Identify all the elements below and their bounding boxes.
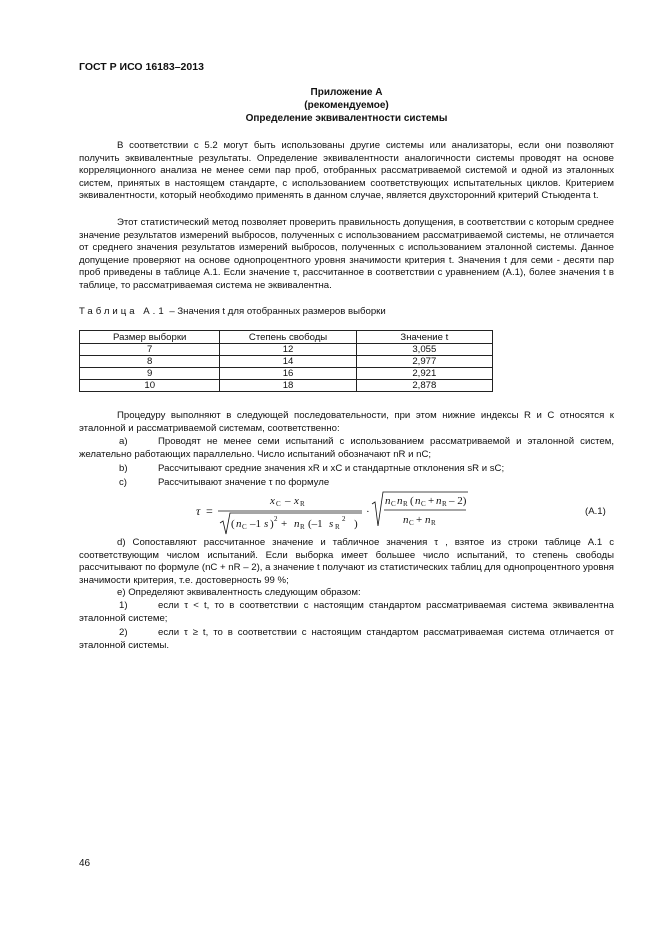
svg-text:n: n xyxy=(236,518,242,530)
svg-text:): ) xyxy=(354,518,358,530)
paragraph-5-text: е) Определяют эквивалентность следующим образом: xyxy=(117,587,361,598)
svg-text:R: R xyxy=(442,500,447,508)
paragraph-1 xyxy=(79,140,614,203)
table-row xyxy=(80,344,493,356)
step-a xyxy=(79,436,614,462)
svg-text:(–1: (–1 xyxy=(308,518,323,530)
table-cell: 10 xyxy=(80,380,220,392)
svg-text:·: · xyxy=(366,506,370,518)
t-values-table xyxy=(79,330,493,392)
annex-title: Приложение А xyxy=(310,87,383,98)
paragraph-2 xyxy=(79,217,614,293)
svg-text:R: R xyxy=(335,523,340,531)
formula-number: (А.1) xyxy=(585,506,606,517)
table-cell: 16 xyxy=(220,368,356,380)
svg-text:x: x xyxy=(270,495,275,507)
svg-text:s: s xyxy=(264,518,269,530)
table-cell: 18 xyxy=(220,380,356,392)
svg-text:R: R xyxy=(431,519,436,527)
table-caption-label: Таблица А.1 xyxy=(79,306,167,317)
svg-text:C: C xyxy=(242,523,247,531)
svg-text:): ) xyxy=(270,518,274,530)
step-b xyxy=(79,463,614,476)
svg-text:+: + xyxy=(428,495,435,507)
column-header-t-value: Значение t xyxy=(356,331,492,344)
svg-text:R: R xyxy=(300,523,305,531)
svg-text:R: R xyxy=(300,500,305,508)
table-caption-text: – Значения t для отобранных размеров выборки xyxy=(169,306,386,317)
case-1-text: если τ < t, то в соответствии с настоящим стандартом рассматриваемая система эквивалентна эталонной системе; xyxy=(79,600,614,624)
tau-formula xyxy=(190,490,490,538)
paragraph-5 xyxy=(79,587,614,600)
annex-subtitle: Определение эквивалентности системы xyxy=(245,113,448,124)
case-2-label: 2) xyxy=(119,627,128,638)
table-header-row xyxy=(80,331,493,344)
paragraph-3-text: Процедуру выполняют в следующей последовательности, при этом нижние индексы R и C относятся к эталонной и рассматриваемой системам, соответственно: xyxy=(79,410,614,434)
column-header-degrees-of-freedom: Степень свободы xyxy=(220,331,356,344)
step-c-label: c) xyxy=(119,477,127,488)
svg-text:n: n xyxy=(385,495,391,507)
svg-text:–1: –1 xyxy=(250,518,261,530)
svg-text:n: n xyxy=(436,495,442,507)
table-cell: 7 xyxy=(80,344,220,356)
svg-text:(: ( xyxy=(231,518,235,530)
table-cell: 8 xyxy=(80,356,220,368)
table-cell: 12 xyxy=(220,344,356,356)
table-cell: 3,055 xyxy=(356,344,492,356)
step-c xyxy=(79,477,614,490)
table-cell: 9 xyxy=(80,368,220,380)
case-2-text: если τ ≥ t, то в соответствии с настоящим стандартом рассматриваемая система отличается от эталонной системы. xyxy=(79,627,614,651)
svg-text:C: C xyxy=(391,500,396,508)
paragraph-2-text: Этот статистический метод позволяет проверить правильность допущения, в соответствии с которым среднее значение результатов измерений выбросов, полученных с использованием рассматриваемой системы, не отличается от среднего значения результатов измерений выбросов, полученных с использованием эталонной системы. Данное допущение проверяют на основе однопроцентного уровня значимости критерия t. Значения t для семи - десяти пар проб приведены в таблице А.1. Если значение τ, рассчитанное в соответствии с уравнением (А.1), более значения t в таблице, то рассматриваемая система не эквивалентна. xyxy=(79,217,614,291)
svg-text:n: n xyxy=(425,514,431,526)
svg-text:C: C xyxy=(409,519,414,527)
paragraph-4 xyxy=(79,537,614,587)
svg-text:– 2): – 2) xyxy=(449,495,467,507)
svg-text:R: R xyxy=(403,500,408,508)
page-number: 46 xyxy=(79,858,91,869)
paragraph-4-text: d) Сопоставляют рассчитанное значение и табличное значения τ , взятое из строки таблице А.1 с соответствующим числом испытаний. Если выборка имеет большее число испытаний, то степень свободы рассчитывают по формуле (nC + nR – 2), а значение t получают из статистических таблиц для однопроцентного уровня значимости критерия, т.е. достоверность 99 %; xyxy=(79,537,614,586)
svg-text:(: ( xyxy=(410,495,414,507)
svg-text:n: n xyxy=(397,495,403,507)
case-1-label: 1) xyxy=(119,600,128,611)
svg-text:n: n xyxy=(415,495,421,507)
table-cell: 2,878 xyxy=(356,380,492,392)
svg-text:2: 2 xyxy=(274,515,278,523)
equivalence-case-2 xyxy=(79,627,614,653)
document-header: ГОСТ Р ИСО 16183–2013 xyxy=(79,61,204,73)
step-a-text: Проводят не менее семи испытаний с использованием рассматриваемой и эталонной систем, желательно работающих параллельно. Число испытаний обозначают nR и nC; xyxy=(79,436,614,460)
svg-text:=: = xyxy=(206,504,213,518)
table-row xyxy=(80,380,493,392)
svg-text:x: x xyxy=(294,495,299,507)
step-b-text: Рассчитывают средние значения xR и xC и стандартные отклонения sR и sC; xyxy=(158,463,505,474)
svg-text:τ: τ xyxy=(196,504,201,518)
svg-text:–: – xyxy=(285,495,291,507)
svg-text:C: C xyxy=(421,500,426,508)
paragraph-3 xyxy=(79,410,614,435)
svg-text:n: n xyxy=(294,518,300,530)
svg-text:n: n xyxy=(403,514,409,526)
svg-text:+: + xyxy=(281,518,288,530)
svg-text:s: s xyxy=(329,518,334,530)
equivalence-case-1 xyxy=(79,600,614,626)
paragraph-1-text: В соответствии с 5.2 могут быть использованы другие системы или анализаторы, если они позволяют получить эквивалентные результаты. Определение эквивалентности аналогичности системы проводят на основе корреляционного анализа не менее семи пар проб, отобранных рассматриваемой системой и одной из эталонных систем, принятых в настоящем стандарте, с использованием соответствующих испытательных циклов. Критерием эквивалентности, который необходимо применять в данном случае, является двухсторонний критерий Стьюдента t. xyxy=(79,140,614,202)
table-cell: 14 xyxy=(220,356,356,368)
svg-text:2: 2 xyxy=(342,515,346,523)
svg-text:C: C xyxy=(276,500,281,508)
table-row xyxy=(80,368,493,380)
step-c-text: Рассчитывают значение τ по формуле xyxy=(158,477,330,488)
table-cell: 2,921 xyxy=(356,368,492,380)
step-b-label: b) xyxy=(119,463,128,474)
table-cell: 2,977 xyxy=(356,356,492,368)
svg-text:+: + xyxy=(416,514,423,526)
annex-status: (рекомендуемое) xyxy=(304,100,389,111)
table-row xyxy=(80,356,493,368)
column-header-sample-size: Размер выборки xyxy=(80,331,220,344)
table-caption xyxy=(79,306,614,319)
step-a-label: a) xyxy=(119,436,128,447)
